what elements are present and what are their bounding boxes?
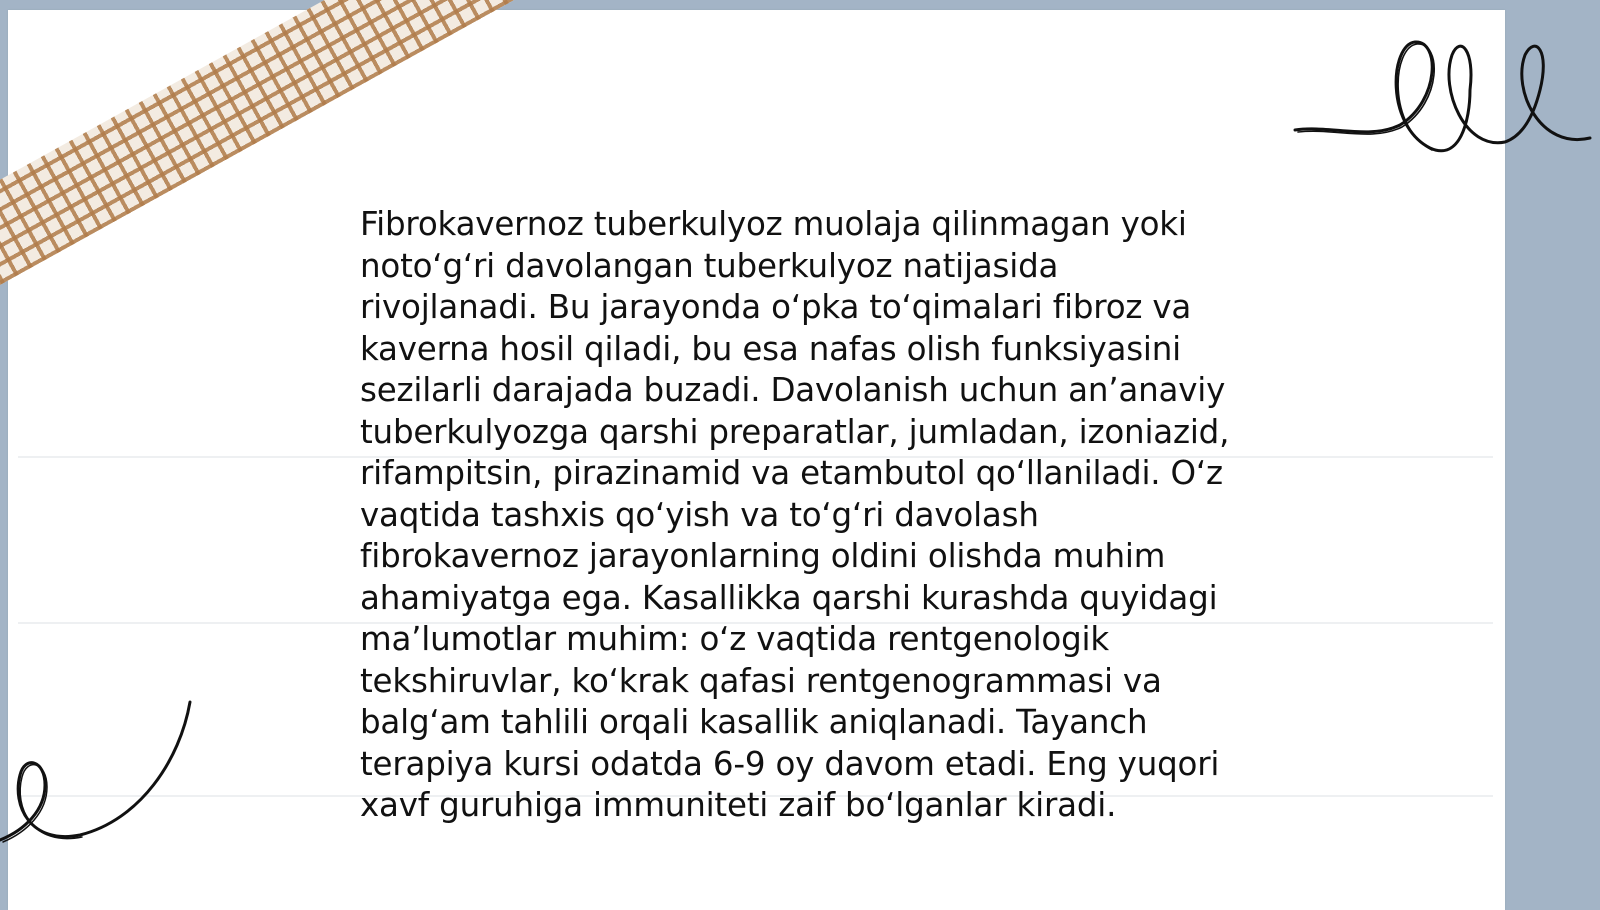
text-line: tekshiruvlar, ko‘krak qafasi rentgenogrammasi va [360,661,1162,700]
text-line: vaqtida tashxis qo‘yish va to‘g‘ri davolash [360,495,1039,534]
text-line: tuberkulyozga qarshi preparatlar, jumladan, izoniazid, [360,412,1230,451]
loop-scribble-top-right [1290,30,1600,170]
text-line: Fibrokavernoz tuberkulyoz muolaja qilinmagan yoki [360,205,1187,243]
text-line: fibrokavernoz jarayonlarning oldini olishda muhim [360,537,1166,575]
slide-body-text [360,204,1260,827]
text-line: terapiya kursi odatda 6-9 oy davom etadi. Eng yuqori [360,744,1220,783]
loop-scribble-bottom-left [0,700,200,850]
text-line: ma’lumotlar muhim: o‘z vaqtida rentgenologik [360,620,1109,658]
text-line: sezilarli darajada buzadi. Davolanish uchun an’anaviy [360,371,1226,409]
text-line: rivojlanadi. Bu jarayonda o‘pka to‘qimalari fibroz va [360,288,1192,326]
text-line: kaverna hosil qiladi, bu esa nafas olish funksiyasini [360,329,1181,368]
text-line: noto‘g‘ri davolangan tuberkulyoz natijasida [360,246,1059,285]
text-line: balg‘am tahlili orqali kasallik aniqlanadi. Tayanch [360,703,1148,741]
text-line: xavf guruhiga immuniteti zaif bo‘lganlar kiradi. [360,786,1117,824]
text-line: ahamiyatga ega. Kasallikka qarshi kurashda quyidagi [360,578,1218,617]
text-line: rifampitsin, pirazinamid va etambutol qo‘llaniladi. O‘z [360,454,1223,492]
